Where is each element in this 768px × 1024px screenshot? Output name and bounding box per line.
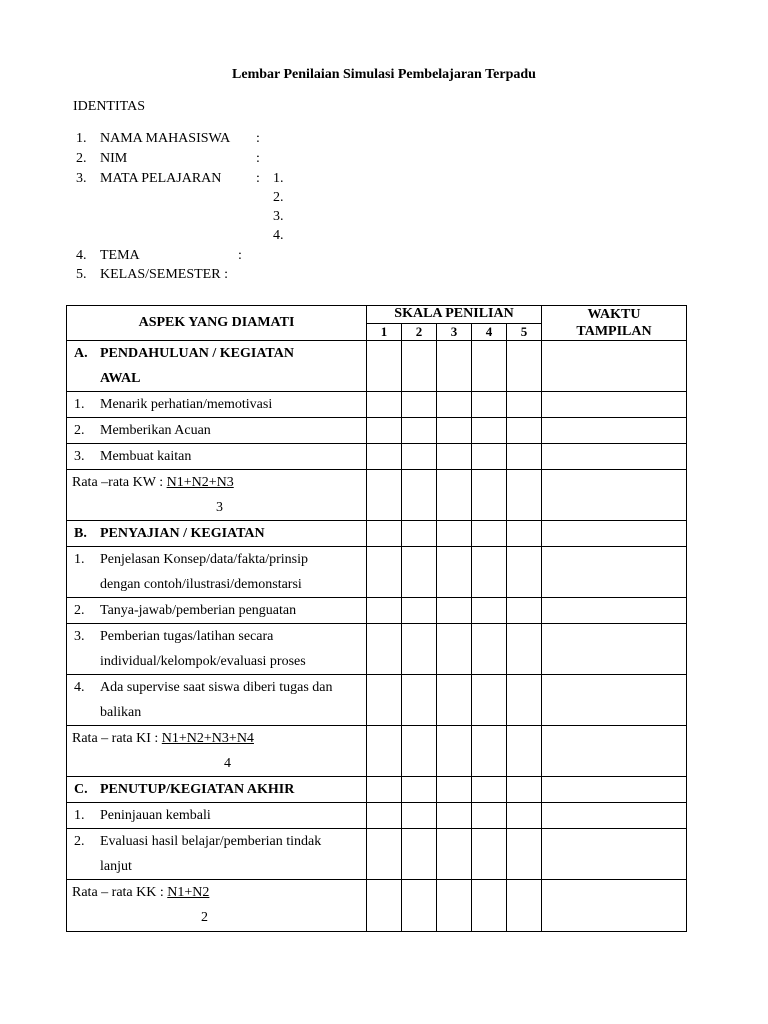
- score-cell[interactable]: [402, 829, 437, 880]
- section-a-title: [67, 341, 367, 392]
- score-cell[interactable]: [472, 675, 507, 726]
- item-number: 1.: [74, 552, 85, 567]
- item-number: 4.: [74, 680, 85, 695]
- score-cell[interactable]: [402, 547, 437, 598]
- section-c-title-text: PENUTUP/KEGIATAN AKHIR: [100, 782, 295, 797]
- aspect-item: [67, 829, 367, 880]
- score-cell[interactable]: [472, 418, 507, 444]
- score-cell[interactable]: [472, 726, 507, 777]
- average-kk: [67, 880, 367, 932]
- field-colon: :: [256, 151, 260, 166]
- time-cell[interactable]: [542, 444, 687, 470]
- document-title: Lembar Penilaian Simulasi Pembelajaran Terpadu: [232, 67, 536, 82]
- avg-numerator: N1+N2+N3: [166, 475, 234, 490]
- header-skala: SKALA PENILIAN: [367, 306, 542, 324]
- score-cell[interactable]: [472, 521, 507, 547]
- score-cell[interactable]: [507, 444, 542, 470]
- time-cell[interactable]: [542, 547, 687, 598]
- score-cell[interactable]: [367, 418, 402, 444]
- item-number: 1.: [74, 397, 85, 412]
- score-cell[interactable]: [472, 547, 507, 598]
- score-cell[interactable]: [437, 470, 472, 521]
- table-row: [67, 444, 687, 470]
- section-letter: C.: [74, 782, 88, 797]
- score-cell[interactable]: [437, 392, 472, 418]
- avg-prefix: Rata – rata KK :: [72, 885, 168, 900]
- score-cell[interactable]: [507, 624, 542, 675]
- score-cell[interactable]: [367, 598, 402, 624]
- avg-numerator: N1+N2: [167, 885, 210, 900]
- avg-denominator: 3: [216, 500, 223, 515]
- scale-1: 1: [367, 323, 402, 341]
- score-cell[interactable]: [507, 598, 542, 624]
- score-cell[interactable]: [507, 880, 542, 932]
- score-cell[interactable]: [437, 418, 472, 444]
- field-number: 5.: [76, 267, 87, 282]
- score-cell[interactable]: [437, 829, 472, 880]
- field-number: 1.: [76, 131, 87, 146]
- item-number: 3.: [74, 629, 85, 644]
- score-cell[interactable]: [367, 547, 402, 598]
- score-cell[interactable]: [367, 341, 402, 392]
- item-number: 2.: [74, 423, 85, 438]
- score-cell[interactable]: [402, 803, 437, 829]
- table-row: [67, 726, 687, 777]
- time-cell[interactable]: [542, 675, 687, 726]
- score-cell[interactable]: [507, 470, 542, 521]
- score-cell[interactable]: [507, 521, 542, 547]
- average-kw: [67, 470, 367, 521]
- item-text: Peninjauan kembali: [100, 808, 211, 823]
- mapel-item: 3.: [273, 209, 284, 224]
- score-cell[interactable]: [507, 341, 542, 392]
- score-cell[interactable]: [367, 624, 402, 675]
- time-cell[interactable]: [542, 624, 687, 675]
- time-cell[interactable]: [542, 777, 687, 803]
- field-label-kelas: KELAS/SEMESTER :: [100, 267, 228, 282]
- aspect-item: [67, 598, 367, 624]
- item-text: Memberikan Acuan: [100, 423, 211, 438]
- score-cell[interactable]: [437, 547, 472, 598]
- item-text: Membuat kaitan: [100, 449, 192, 464]
- aspect-item: [67, 803, 367, 829]
- section-a-title-line1: PENDAHULUAN / KEGIATAN: [100, 346, 294, 361]
- avg-denominator: 4: [224, 756, 231, 771]
- section-letter: A.: [74, 346, 88, 361]
- scale-4: 4: [472, 323, 507, 341]
- score-cell[interactable]: [402, 418, 437, 444]
- score-cell[interactable]: [507, 392, 542, 418]
- score-cell[interactable]: [472, 470, 507, 521]
- header-waktu: [542, 306, 687, 341]
- score-cell[interactable]: [437, 521, 472, 547]
- field-colon: :: [256, 131, 260, 146]
- table-row: [67, 598, 687, 624]
- field-number: 2.: [76, 151, 87, 166]
- score-cell[interactable]: [402, 521, 437, 547]
- score-cell[interactable]: [402, 341, 437, 392]
- score-cell[interactable]: [367, 675, 402, 726]
- item-text-cont: lanjut: [100, 859, 132, 874]
- table-row: [67, 341, 687, 392]
- score-cell[interactable]: [437, 777, 472, 803]
- score-cell[interactable]: [507, 675, 542, 726]
- item-number: 3.: [74, 449, 85, 464]
- scale-3: 3: [437, 323, 472, 341]
- section-c-title: [67, 777, 367, 803]
- avg-prefix: Rata –rata KW :: [72, 475, 167, 490]
- item-text: Pemberian tugas/latihan secara: [100, 629, 274, 644]
- time-cell[interactable]: [542, 598, 687, 624]
- score-cell[interactable]: [507, 777, 542, 803]
- table-row: [67, 392, 687, 418]
- score-cell[interactable]: [367, 392, 402, 418]
- score-cell[interactable]: [402, 470, 437, 521]
- score-cell[interactable]: [507, 726, 542, 777]
- score-cell[interactable]: [402, 624, 437, 675]
- score-cell[interactable]: [367, 726, 402, 777]
- field-label-nim: NIM: [100, 151, 128, 166]
- aspect-item: [67, 392, 367, 418]
- scale-5: 5: [507, 323, 542, 341]
- table-row: [67, 803, 687, 829]
- field-colon: :: [238, 248, 242, 263]
- score-cell[interactable]: [472, 392, 507, 418]
- item-text: Ada supervise saat siswa diberi tugas dan: [100, 680, 333, 695]
- item-text-cont: balikan: [100, 705, 142, 720]
- score-cell[interactable]: [367, 803, 402, 829]
- table-row: [67, 880, 687, 932]
- score-cell[interactable]: [402, 675, 437, 726]
- item-text: Tanya-jawab/pemberian penguatan: [100, 603, 297, 618]
- field-label-nama: NAMA MAHASISWA: [100, 131, 231, 146]
- mapel-item: 4.: [273, 228, 284, 243]
- mapel-item: 2.: [273, 190, 284, 205]
- field-number: 3.: [76, 171, 87, 186]
- item-number: 2.: [74, 834, 85, 849]
- score-cell[interactable]: [367, 777, 402, 803]
- table-row: [67, 624, 687, 675]
- avg-prefix: Rata – rata KI :: [72, 731, 162, 746]
- score-cell[interactable]: [402, 392, 437, 418]
- table-row: [67, 470, 687, 521]
- time-cell[interactable]: [542, 521, 687, 547]
- evaluation-table: [66, 305, 687, 932]
- field-label-mapel: MATA PELAJARAN: [100, 171, 222, 186]
- score-cell[interactable]: [367, 521, 402, 547]
- score-cell[interactable]: [367, 829, 402, 880]
- score-cell[interactable]: [472, 624, 507, 675]
- aspect-item: [67, 624, 367, 675]
- time-cell[interactable]: [542, 418, 687, 444]
- aspect-item: [67, 675, 367, 726]
- table-row: [67, 521, 687, 547]
- score-cell[interactable]: [507, 829, 542, 880]
- section-b-title-text: PENYAJIAN / KEGIATAN: [100, 526, 265, 541]
- score-cell[interactable]: [437, 880, 472, 932]
- time-cell[interactable]: [542, 829, 687, 880]
- score-cell[interactable]: [507, 547, 542, 598]
- score-cell[interactable]: [437, 803, 472, 829]
- score-cell[interactable]: [367, 444, 402, 470]
- score-cell[interactable]: [437, 675, 472, 726]
- score-cell[interactable]: [402, 777, 437, 803]
- identitas-heading: IDENTITAS: [73, 99, 145, 114]
- time-cell[interactable]: [542, 726, 687, 777]
- aspect-item: [67, 547, 367, 598]
- time-cell[interactable]: [542, 470, 687, 521]
- item-number: 2.: [74, 603, 85, 618]
- table-row: [67, 675, 687, 726]
- score-cell[interactable]: [507, 418, 542, 444]
- time-cell[interactable]: [542, 392, 687, 418]
- header-aspek: ASPEK YANG DIAMATI: [67, 306, 367, 341]
- score-cell[interactable]: [437, 341, 472, 392]
- scale-2: 2: [402, 323, 437, 341]
- score-cell[interactable]: [437, 624, 472, 675]
- average-ki: [67, 726, 367, 777]
- item-text: Penjelasan Konsep/data/fakta/prinsip: [100, 552, 308, 567]
- score-cell[interactable]: [437, 726, 472, 777]
- score-cell[interactable]: [472, 444, 507, 470]
- avg-numerator: N1+N2+N3+N4: [161, 731, 254, 746]
- field-label-tema: TEMA: [100, 248, 140, 263]
- section-letter: B.: [74, 526, 87, 541]
- time-cell[interactable]: [542, 880, 687, 932]
- mapel-item: 1.: [273, 171, 284, 186]
- score-cell[interactable]: [402, 444, 437, 470]
- time-cell[interactable]: [542, 803, 687, 829]
- table-row: [67, 777, 687, 803]
- table-row: [67, 547, 687, 598]
- time-cell[interactable]: [542, 341, 687, 392]
- item-text: Evaluasi hasil belajar/pemberian tindak: [100, 834, 322, 849]
- score-cell[interactable]: [472, 777, 507, 803]
- score-cell[interactable]: [367, 880, 402, 932]
- score-cell[interactable]: [402, 726, 437, 777]
- table-row: [67, 418, 687, 444]
- score-cell[interactable]: [437, 444, 472, 470]
- score-cell[interactable]: [472, 803, 507, 829]
- header-waktu-line1: WAKTU: [587, 307, 641, 322]
- header-waktu-line2: TAMPILAN: [576, 324, 652, 339]
- aspect-item: [67, 418, 367, 444]
- field-number: 4.: [76, 248, 87, 263]
- item-text: Menarik perhatian/memotivasi: [100, 397, 273, 412]
- aspect-item: [67, 444, 367, 470]
- score-cell[interactable]: [402, 598, 437, 624]
- item-text-cont: individual/kelompok/evaluasi proses: [100, 654, 306, 669]
- section-b-title: [67, 521, 367, 547]
- score-cell[interactable]: [472, 829, 507, 880]
- item-number: 1.: [74, 808, 85, 823]
- section-a-title-line2: AWAL: [100, 371, 141, 386]
- table-row: [67, 829, 687, 880]
- field-colon: :: [256, 171, 260, 186]
- score-cell[interactable]: [437, 598, 472, 624]
- score-cell[interactable]: [472, 880, 507, 932]
- item-text-cont: dengan contoh/ilustrasi/demonstarsi: [100, 577, 302, 592]
- score-cell[interactable]: [402, 880, 437, 932]
- score-cell[interactable]: [472, 341, 507, 392]
- score-cell[interactable]: [507, 803, 542, 829]
- avg-denominator: 2: [201, 910, 208, 925]
- score-cell[interactable]: [472, 598, 507, 624]
- score-cell[interactable]: [367, 470, 402, 521]
